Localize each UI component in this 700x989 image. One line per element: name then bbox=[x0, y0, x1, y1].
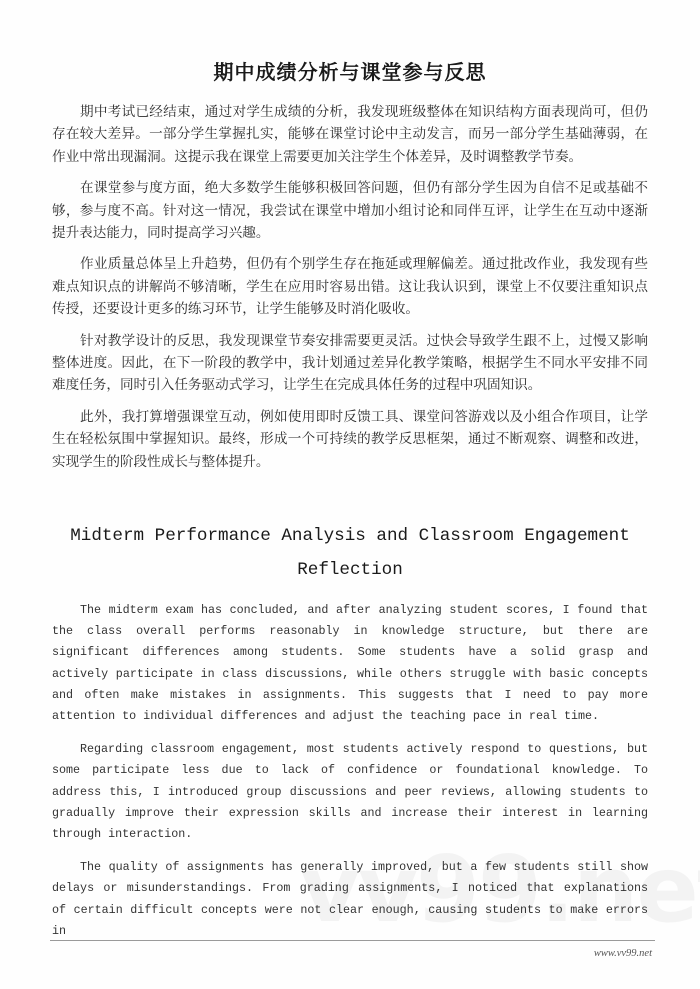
english-paragraph-3: The quality of assignments has generally improved, but a few students still show delays or misunderstandings. From grading assignments, I noticed that explanations of certain difficult concepts were not clear enough, causing students to make errors in bbox=[52, 860, 648, 938]
english-paragraph-2: Regarding classroom engagement, most students actively respond to questions, but some participate less due to lack of confidence or foundational knowledge. To address this, I introduced group discussions and peer reviews, allowing students to gradually improve their expression skills and increase their interest in learning through interaction. bbox=[52, 742, 648, 842]
english-body bbox=[52, 600, 648, 954]
chinese-paragraph-5: 此外，我打算增强课堂互动，例如使用即时反馈工具、课堂问答游戏以及小组合作项目，让学生在轻松氛围中掌握知识。最终，形成一个可持续的教学反思框架，通过不断观察、调整和改进，实现学生的阶段性成长与整体提升。 bbox=[52, 408, 648, 470]
chinese-paragraph-1: 期中考试已经结束，通过对学生成绩的分析，我发现班级整体在知识结构方面表现尚可，但仍存在较大差异。一部分学生掌握扎实，能够在课堂讨论中主动发言，而另一部分学生基础薄弱，在作业中常出现漏洞。这提示我在课堂上需要更加关注学生个体差异，及时调整教学节奏。 bbox=[52, 104, 648, 165]
footer-divider bbox=[50, 940, 655, 941]
chinese-paragraph-2: 在课堂参与度方面，绝大多数学生能够积极回答问题，但仍有部分学生因为自信不足或基础不够，参与度不高。针对这一情况，我尝试在课堂中增加小组讨论和同伴互评，让学生在互动中逐渐提升表达能力，同时提高学习兴趣。 bbox=[52, 180, 648, 242]
chinese-title: 期中成绩分析与课堂参与反思 bbox=[213, 60, 487, 84]
chinese-paragraph-3: 作业质量总体呈上升趋势，但仍有个别学生存在拖延或理解偏差。通过批改作业，我发现有些难点知识点的讲解尚不够清晰，学生在应用时容易出错。这让我认识到，课堂上不仅要注重知识点传授，还要设计更多的练习环节，让学生能够及时消化吸收。 bbox=[52, 256, 648, 318]
english-paragraph-1: The midterm exam has concluded, and after analyzing student scores, I found that the class overall performs reasonably in knowledge structure, but there are significant differences among students. Some students have a solid grasp and actively participate in class discussions, while others struggle with basic concepts and often make mistakes in assignments. This suggests that I need to pay more attention to individual differences and adjust the teaching pace in real time. bbox=[52, 603, 648, 724]
chinese-paragraph-4: 针对教学设计的反思，我发现课堂节奏安排需要更灵活。过快会导致学生跟不上，过慢又影响整体进度。因此，在下一阶段的教学中，我计划通过差异化教学策略，根据学生不同水平安排不同难度任务，同时引入任务驱动式学习，让学生在完成具体任务的过程中巩固知识。 bbox=[52, 332, 648, 394]
english-title-wrapper bbox=[0, 519, 700, 587]
english-title: Midterm Performance Analysis and Classroom Engagement Reflection bbox=[70, 526, 630, 580]
footer-site-link[interactable]: www.vv99.net bbox=[593, 948, 652, 959]
chinese-body bbox=[52, 101, 648, 482]
